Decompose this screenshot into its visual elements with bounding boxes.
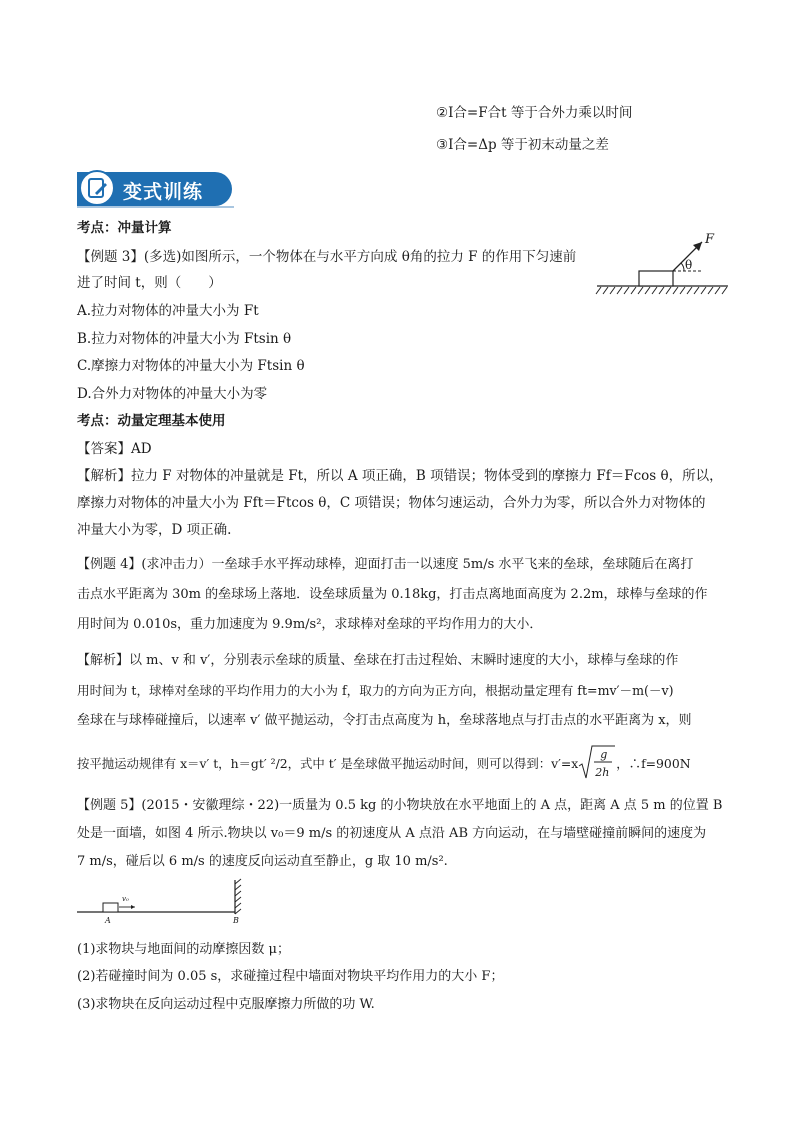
ex3-question-line2: 进了时间 t，则（ ） [77, 275, 222, 291]
ex5-question-line3: 7 m/s，碰后以 6 m/s 的速度反向运动直至静止，g 取 10 m/s². [77, 854, 448, 869]
ex4-question-line1: 【例题 4】(求冲击力）一垒球手水平挥动球棒，迎面打击一以速度 5m/s 水平飞来的垒球，垒球随后在离打 [77, 557, 694, 572]
ex5-part2: (2)若碰撞时间为 0.05 s，求碰撞过程中墙面对物块平均作用力的大小 F； [77, 969, 504, 984]
ex5-question-line2: 处是一面墙，如图 4 所示.物块以 v₀＝9 m/s 的初速度从 A 点沿 AB 方向运动，在与墙壁碰撞前瞬间的速度为 [77, 826, 707, 841]
ex4-question-line2: 击点水平距离为 30m 的垒球场上落地．设垒球质量为 0.18kg，打击点离地面高度为 2.2m，球棒与垒球的作 [77, 587, 708, 602]
ex3-option-a: A.拉力对物体的冲量大小为 Ft [77, 303, 259, 319]
angle-label: θ [685, 258, 693, 272]
banner-title: 变式训练 [123, 181, 204, 203]
sqrt-denominator: 2h [595, 765, 610, 779]
ex3-option-b: B.拉力对物体的冲量大小为 Ftsin θ [77, 331, 292, 347]
ex3-question-line1: 【例题 3】(多选)如图所示，一个物体在与水平方向成 θ角的拉力 F 的作用下匀速前 [77, 249, 577, 265]
ex4-result: ，∴f=900N [616, 756, 691, 771]
ex3-analysis-line2: 摩擦力对物体的冲量大小为 Fft＝Ftcos θ，C 项错误；物体匀速运动，合外力为零，所以合外力对物体的 [77, 495, 706, 511]
ex4-solution-line4-text: 按平抛运动规律有 x＝v′ t，h＝gt′ ²/2，式中 t′ 是垒球做平抛运动时间，则可以得到：v′=x [77, 756, 579, 771]
ex3-answer: 【答案】AD [77, 441, 152, 457]
ex3-analysis-line1: 【解析】拉力 F 对物体的冲量就是 Ft，所以 A 项正确，B 项错误；物体受到的摩擦力 Ff＝Fcos θ，所以， [77, 468, 723, 484]
point-a-label: A [105, 916, 111, 925]
ex4-solution-line1: 【解析】以 m、v 和 v′，分别表示垒球的质量、垒球在打击过程始、末瞬时速度的大小，球棒与垒球的作 [77, 653, 679, 668]
ex4-solution-line2: 用时间为 t，球棒对垒球的平均作用力的大小为 f，取力的方向为正方向，根据动量定理有 ft=mv′－m(－v) [77, 683, 674, 698]
ex5-part1: (1)求物块与地面间的动摩擦因数 μ； [77, 942, 290, 957]
formula-line-2: ②I合=F合t 等于合外力乘以时间 [436, 105, 633, 121]
ex3-option-c: C.摩擦力对物体的冲量大小为 Ftsin θ [77, 358, 305, 374]
topic-impulse-calc: 考点：冲量计算 [77, 220, 172, 236]
section-banner [77, 170, 234, 208]
edit-icon [79, 170, 115, 206]
sqrt-formula [578, 747, 616, 779]
force-label: F [705, 232, 715, 247]
ex4-solution-line4 [77, 747, 691, 779]
ex5-wall-diagram [77, 878, 247, 930]
ex4-question-line3: 用时间为 0.010s，重力加速度为 9.9m/s²，求球棒对垒球的平均作用力的大小． [77, 617, 543, 632]
formula-line-3: ③I合=Δp 等于初末动量之差 [436, 137, 609, 153]
ex3-option-d: D.合外力对物体的冲量大小为零 [77, 386, 268, 402]
ex4-solution-line3: 垒球在与球棒碰撞后，以速率 v′ 做平抛运动，令打击点高度为 h，垒球落地点与打击点的水平距离为 x，则 [77, 713, 692, 728]
sqrt-numerator: g [600, 747, 608, 761]
ex3-force-diagram [595, 230, 730, 298]
banner-underline [77, 206, 234, 208]
ex5-part3: (3)求物块在反向运动过程中克服摩擦力所做的功 W. [77, 997, 375, 1012]
ex3-analysis-line3: 冲量大小为零，D 项正确. [77, 522, 232, 538]
velocity-label: v₀ [122, 895, 129, 903]
ex5-question-line1: 【例题 5】(2015・安徽理综・22)一质量为 0.5 kg 的小物块放在水平地面上的 A 点，距离 A 点 5 m 的位置 B [77, 798, 723, 813]
topic-momentum-theorem: 考点：动量定理基本使用 [77, 413, 226, 429]
point-b-label: B [233, 916, 239, 925]
